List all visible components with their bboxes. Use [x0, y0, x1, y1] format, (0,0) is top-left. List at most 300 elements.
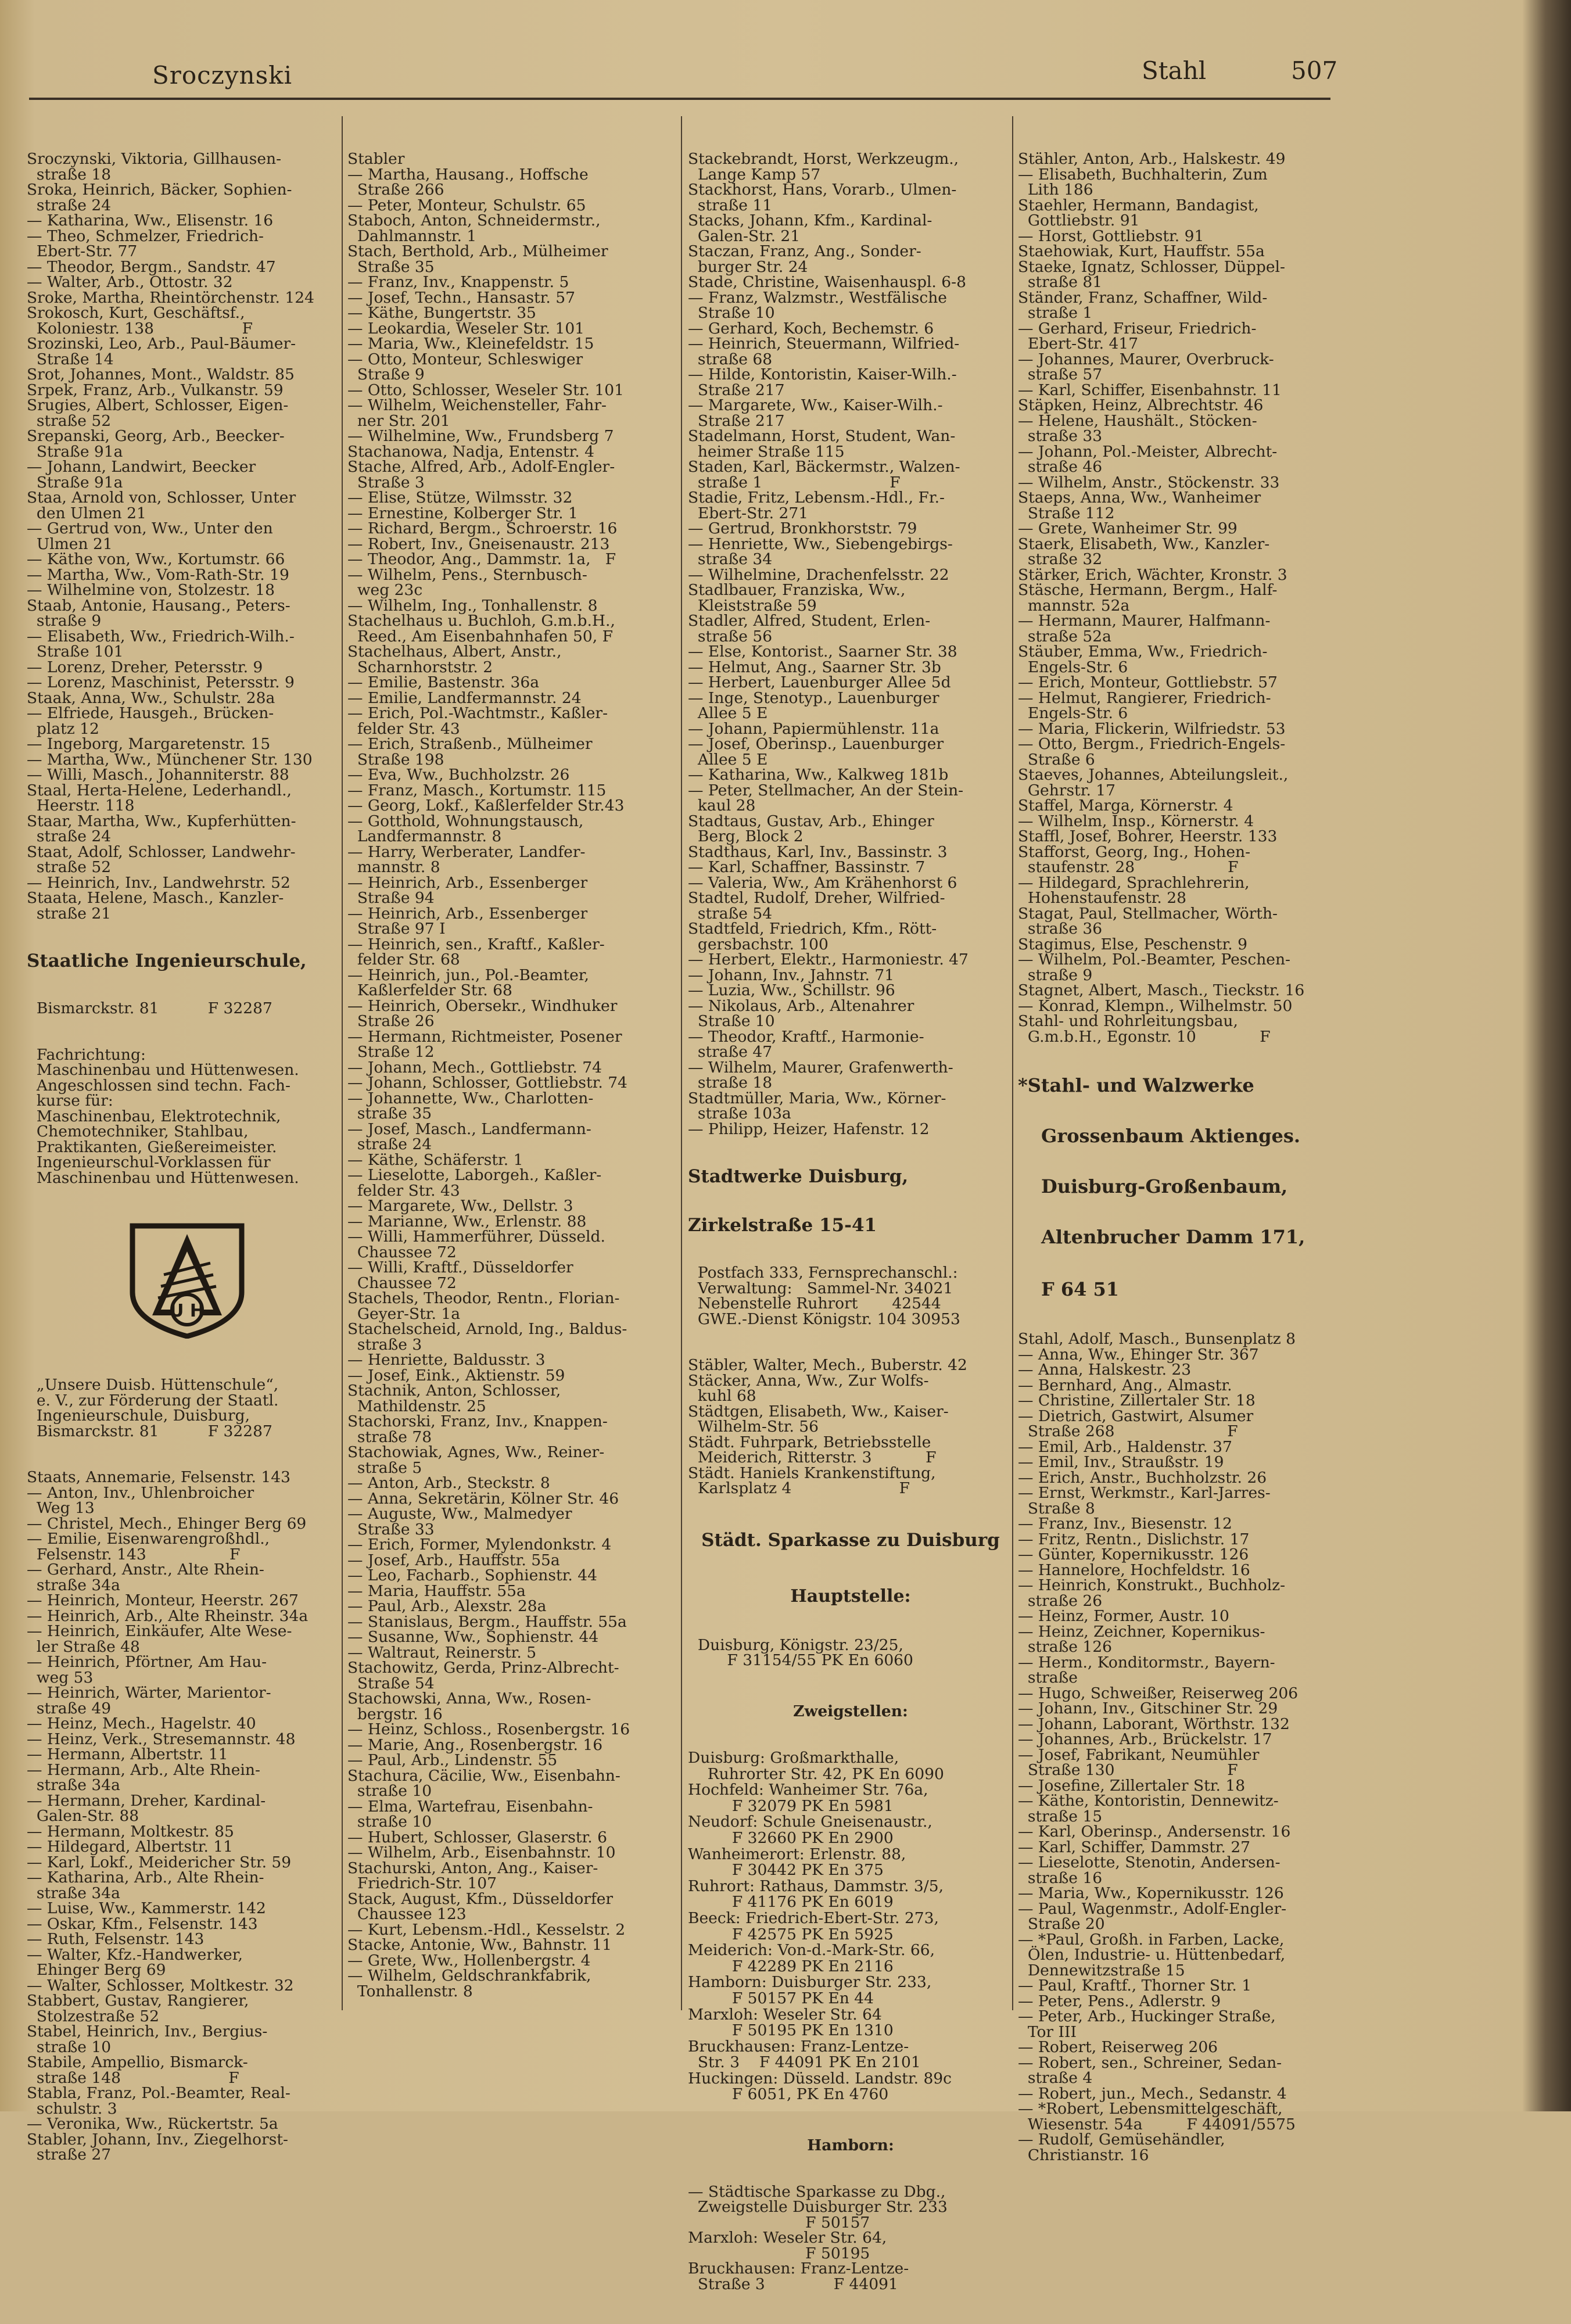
- column-4: [1018, 121, 1343, 2194]
- directory-entry: Stachelhaus u. Buchloh, G.m.b.H., Reed., Am Eisenbahnhafen 50, F: [347, 612, 615, 645]
- directory-entry: — Franz, Masch., Kortumstr. 115: [347, 781, 607, 799]
- directory-entry: Stachnik, Anton, Schlosser, Mathildenstr. 25: [347, 1382, 561, 1415]
- directory-entry: Staerk, Elisabeth, Ww., Kanzler- straße 32: [1018, 535, 1270, 568]
- directory-entry: — Harry, Werberater, Landfer- mannstr. 8: [347, 842, 586, 876]
- directory-entry: — Grete, Ww., Hollenbergstr. 4: [347, 1951, 591, 1970]
- directory-entry: Stackhorst, Hans, Vorarb., Ulmen- straße 11: [688, 181, 957, 214]
- directory-entry: — Lorenz, Maschinist, Petersstr. 9: [27, 673, 295, 691]
- directory-entry: Stadlbauer, Franziska, Ww., Kleiststraße 59: [688, 581, 906, 615]
- directory-entry: — Heinrich, Steuermann, Wilfried- straße 68: [688, 335, 960, 368]
- directory-entry: — Walter, Kfz.-Handwerker, Ehinger Berg 69: [27, 1945, 243, 1979]
- directory-entry: — Dietrich, Gastwirt, Alsumer Straße 268 F: [1018, 1407, 1254, 1440]
- directory-entry: — Wilhelm, Pens., Sternbusch- weg 23c: [347, 565, 587, 599]
- directory-entry: Srepanski, Georg, Arb., Beecker- Straße 91a: [27, 427, 285, 461]
- directory-entry: Ständer, Franz, Schaffner, Wild- straße 1: [1018, 288, 1268, 322]
- directory-entry: — Gerhard, Friseur, Friedrich- Ebert-Str. 417: [1018, 319, 1257, 353]
- directory-entry: — Franz, Inv., Biesenstr. 12: [1018, 1515, 1232, 1533]
- school-address: Bismarckstr. 81 F 32287: [27, 999, 272, 1017]
- directory-entry: — Hildegard, Sprachlehrerin, Hohenstaufenstr. 28: [1018, 873, 1250, 907]
- directory-entry: — Herbert, Lauenburger Allee 5d: [688, 673, 951, 691]
- directory-entry: Srozinski, Leo, Arb., Paul-Bäumer- Straße 14: [27, 335, 296, 368]
- directory-entry: Stachura, Cäcilie, Ww., Eisenbahn- straße 10: [347, 1766, 620, 1800]
- directory-entry: Stagnet, Albert, Masch., Tieckstr. 16: [1018, 981, 1305, 999]
- directory-entry: — Johann, Landwirt, Beecker Straße 91a: [27, 458, 256, 492]
- directory-entry: — Christel, Mech., Ehinger Berg 69: [27, 1514, 307, 1533]
- directory-entry: — Johann, Inv., Jahnstr. 71: [688, 966, 895, 984]
- directory-entry: — Konrad, Klempn., Wilhelmstr. 50: [1018, 996, 1293, 1015]
- directory-entry: — Johann, Schlosser, Gottliebstr. 74: [347, 1074, 627, 1092]
- directory-entry: — Eva, Ww., Buchholzstr. 26: [347, 766, 570, 784]
- directory-entry: — Karl, Lokf., Meidericher Str. 59: [27, 1853, 292, 1871]
- directory-entry: Staats, Annemarie, Felsenstr. 143: [27, 1468, 290, 1486]
- sparkasse-main-address: Duisburg, Königstr. 23/25, F 31154/55 PK En 6060: [697, 1636, 913, 1669]
- header-right-keyword: Stahl: [1142, 56, 1207, 85]
- directory-entry: — Karl, Schaffner, Bassinstr. 7: [688, 858, 926, 876]
- directory-entry: Staeps, Anna, Ww., Wanheimer Straße 112: [1018, 489, 1261, 522]
- directory-entry: Stache, Alfred, Arb., Adolf-Engler- Straße 3: [347, 458, 615, 492]
- directory-entry: — Maria, Hauffstr. 55a: [347, 1581, 526, 1600]
- sparkasse-hamborn-heading: Hamborn:: [807, 2136, 894, 2155]
- sparkasse-branches-heading: Zweigstellen:: [793, 1702, 908, 1720]
- directory-entry: — Emilie, Eisenwarengroßhdl., Felsenstr. 143 F: [27, 1530, 270, 1563]
- directory-entry: — Wilhelm, Geldschrankfabrik, Tonhallenstr. 8: [347, 1967, 591, 2000]
- directory-entry: Srugies, Albert, Schlosser, Eigen- straße 52: [27, 396, 289, 430]
- directory-entry: — Hermann, Moltkestr. 85: [27, 1822, 234, 1841]
- directory-entry: — Käthe, Schäferstr. 1: [347, 1150, 523, 1169]
- directory-entry: — Otto, Schlosser, Weseler Str. 101: [347, 381, 625, 399]
- directory-entry: Städtgen, Elisabeth, Ww., Kaiser- Wilhelm-Str. 56: [688, 1402, 949, 1436]
- directory-entry: — Leokardia, Weseler Str. 101: [347, 319, 585, 338]
- directory-entry: — Erich, Straßenb., Mülheimer Straße 198: [347, 735, 593, 769]
- directory-entry: — Peter, Monteur, Schulstr. 65: [347, 196, 586, 214]
- directory-entry: — Peter, Pens., Adlerstr. 9: [1018, 1992, 1221, 2010]
- directory-entry: — Else, Kontorist., Saarner Str. 38: [688, 643, 957, 661]
- directory-entry: — Hermann, Arb., Alte Rhein- straße 34a: [27, 1760, 260, 1794]
- directory-entry: Staa, Arnold von, Schlosser, Unter den Ulmen 21: [27, 489, 296, 522]
- column-3-entries: [688, 152, 1013, 1137]
- directory-entry: — Ingeborg, Margaretenstr. 15: [27, 735, 271, 753]
- directory-entry: Stachowski, Anna, Ww., Rosen- bergstr. 16: [347, 1690, 591, 1723]
- directory-entry: — Susanne, Ww., Sophienstr. 44: [347, 1628, 599, 1646]
- directory-entry: Stadie, Fritz, Lebensm.-Hdl., Fr.- Ebert-Str. 271: [688, 489, 945, 522]
- school-description: Fachrichtung: Maschinenbau und Hüttenwesen. Angeschlossen sind techn. Fach- kurse für: Maschinenbau, Elektrotechnik, Chemotechniker, Stahlbau, Praktikanten, Gießereimeister. Ingenieurschul-Vorklassen für Maschinenbau und Hüttenwesen.: [36, 1045, 299, 1187]
- directory-entry: — Helene, Haushält., Stöcken- straße 33: [1018, 411, 1257, 445]
- directory-entry: — Josef, Masch., Landfermann- straße 24: [347, 1120, 591, 1153]
- directory-entry: — Inge, Stenotyp., Lauenburger Allee 5 E: [688, 688, 939, 722]
- directory-entry: — Erich, Pol.-Wachtmstr., Kaßler- felder Str. 43: [347, 704, 608, 738]
- directory-entry: Stahl- und Rohrleitungsbau, G.m.b.H., Egonstr. 10 F: [1018, 1012, 1271, 1046]
- column-2-entries: [347, 152, 673, 1999]
- directory-entry: — Herm., Konditormstr., Bayern- straße: [1018, 1653, 1275, 1687]
- directory-entry: — Heinz, Former, Austr. 10: [1018, 1607, 1229, 1625]
- walzwerke-line-2: Grossenbaum Aktienges.: [1041, 1125, 1301, 1147]
- directory-entry: Stachelhaus, Albert, Anstr., Scharnhorststr. 2: [347, 643, 562, 676]
- directory-entry: — Peter, Arb., Huckinger Straße, Tor III: [1018, 2007, 1276, 2041]
- directory-entry: Stärker, Erich, Wächter, Kronstr. 3: [1018, 565, 1287, 584]
- directory-entry: — Grete, Wanheimer Str. 99: [1018, 519, 1238, 537]
- directory-entry: — Johann, Laborant, Wörthstr. 132: [1018, 1715, 1290, 1733]
- directory-entry: — Günter, Kopernikusstr. 126: [1018, 1545, 1249, 1563]
- directory-entry: Stahl, Adolf, Masch., Bunsenplatz 8: [1018, 1330, 1296, 1348]
- directory-entry: — Wilhelm, Maurer, Grafenwerth- straße 18: [688, 1058, 953, 1092]
- directory-entry: — Christine, Zillertaler Str. 18: [1018, 1391, 1256, 1410]
- directory-entry: — Gerhard, Koch, Bechemstr. 6: [688, 319, 934, 338]
- page-number: 507: [1291, 56, 1338, 85]
- directory-entry: — Emilie, Landfermannstr. 24: [347, 688, 582, 707]
- directory-entry: — Heinz, Mech., Hagelstr. 40: [27, 1715, 256, 1733]
- directory-entry: — Robert, sen., Schreiner, Sedan- straße 4: [1018, 2053, 1282, 2087]
- directory-entry: — Heinrich, Monteur, Heerstr. 267: [27, 1591, 299, 1609]
- directory-entry: — Valeria, Ww., Am Krähenhorst 6: [688, 873, 957, 892]
- directory-entry: Stadtfeld, Friedrich, Kfm., Rött- gersbachstr. 100: [688, 920, 937, 953]
- directory-entry: Stade, Christine, Waisenhauspl. 6-8: [688, 273, 966, 291]
- directory-entry: Stack, August, Kfm., Düsseldorfer Chaussee 123: [347, 1889, 614, 1923]
- directory-entry: — Theo, Schmelzer, Friedrich- Ebert-Str. 77: [27, 227, 264, 260]
- directory-entry: — Margarete, Ww., Dellstr. 3: [347, 1197, 573, 1215]
- directory-entry: — Erich, Monteur, Gottliebstr. 57: [1018, 673, 1278, 691]
- directory-entry: — Anna, Halskestr. 23: [1018, 1361, 1192, 1379]
- directory-entry: Staeke, Ignatz, Schlosser, Düppel- straße 81: [1018, 257, 1285, 291]
- directory-entry: Sroczynski, Viktoria, Gillhausen- straße 18: [27, 150, 282, 184]
- directory-entry: — Ruth, Felsenstr. 143: [27, 1930, 205, 1948]
- column-divider: [681, 116, 682, 2010]
- directory-entry: Stäuber, Emma, Ww., Friedrich- Engels-Str. 6: [1018, 643, 1268, 676]
- directory-entry: — Veronika, Ww., Rückertstr. 5a: [27, 2115, 278, 2133]
- directory-entry: — Hannelore, Hochfeldstr. 16: [1018, 1561, 1250, 1579]
- directory-entry: — Nikolaus, Arb., Altenahrer Straße 10: [688, 996, 914, 1030]
- header-left-keyword: Sroczynski: [152, 61, 292, 89]
- column-1-entries: [27, 152, 352, 921]
- directory-entry: — Helmut, Ang., Saarner Str. 3b: [688, 658, 941, 676]
- header-rule: [29, 98, 1330, 100]
- directory-entry: Stähler, Anton, Arb., Halskestr. 49: [1018, 150, 1286, 168]
- directory-entry: Stadler, Alfred, Student, Erlen- straße 56: [688, 612, 931, 645]
- directory-entry: — Karl, Schiffer, Dammstr. 27: [1018, 1838, 1251, 1856]
- directory-entry: — Maria, Ww., Kleinefeldstr. 15: [347, 335, 594, 353]
- directory-entry: — *Robert, Lebensmittelgeschäft, Wiesenstr. 54a F 44091/5575: [1018, 2100, 1296, 2133]
- directory-entry: — Josef, Arb., Hauffstr. 55a: [347, 1551, 560, 1569]
- column-1-entries-continued: [27, 1470, 352, 2163]
- directory-entry: Staab, Antonie, Hausang., Peters- straße 9: [27, 596, 290, 630]
- directory-entry: — Marie, Ang., Rosenbergstr. 16: [347, 1735, 603, 1754]
- directory-entry: Staak, Anna, Ww., Schulstr. 28a: [27, 688, 275, 707]
- directory-entry: Staal, Herta-Helene, Lederhandl., Heerstr. 118: [27, 781, 292, 815]
- directory-entry: — Josef, Techn., Hansastr. 57: [347, 288, 575, 307]
- directory-entry: — Rudolf, Gemüsehändler, Christianstr. 16: [1018, 2131, 1225, 2164]
- directory-entry: Staffel, Marga, Körnerstr. 4: [1018, 797, 1233, 815]
- column-2: [347, 121, 673, 2030]
- directory-entry: — Paul, Kraftf., Thorner Str. 1: [1018, 1977, 1252, 1995]
- directory-entry: — Kurt, Lebensm.-Hdl., Kesselstr. 2: [347, 1920, 626, 1939]
- directory-entry: Stachurski, Anton, Ang., Kaiser- Friedrich-Str. 107: [347, 1859, 598, 1892]
- directory-entry: — Heinrich, Konstrukt., Buchholz- straße 26: [1018, 1576, 1286, 1610]
- directory-entry: Staboch, Anton, Schneidermstr., Dahlmannstr. 1: [347, 211, 601, 245]
- directory-entry: Staata, Helene, Masch., Kanzler- straße 21: [27, 889, 284, 923]
- directory-entry: — Anton, Arb., Steckstr. 8: [347, 1474, 550, 1492]
- directory-entry: — Erich, Former, Mylendonkstr. 4: [347, 1536, 612, 1554]
- directory-entry: Stafforst, Georg, Ing., Hohen- staufenstr. 28 F: [1018, 842, 1251, 876]
- directory-entry: Stadtel, Rudolf, Dreher, Wilfried- straße 54: [688, 889, 945, 923]
- directory-entry: — Paul, Arb., Lindenstr. 55: [347, 1751, 558, 1769]
- directory-entry: — Heinrich, sen., Kraftf., Kaßler- felder Str. 68: [347, 935, 605, 969]
- directory-entry: — Wilhelm, Ing., Tonhallenstr. 8: [347, 596, 598, 615]
- directory-entry: Stäpken, Heinz, Albrechtstr. 46: [1018, 396, 1264, 414]
- sparkasse-name: Städt. Sparkasse zu Duisburg: [701, 1529, 1000, 1551]
- directory-entry: — Auguste, Ww., Malmedyer Straße 33: [347, 1505, 572, 1538]
- directory-entry: — Heinrich, Obersekr., Windhuker Straße 26: [347, 996, 618, 1030]
- directory-entry: Srokosch, Kurt, Geschäftsf., Koloniestr. 138 F: [27, 304, 253, 338]
- directory-entry: Stadtaus, Gustav, Arb., Ehinger Berg, Block 2: [688, 812, 934, 845]
- directory-entry: Srpek, Franz, Arb., Vulkanstr. 59: [27, 381, 284, 399]
- directory-entry: — Heinz, Zeichner, Kopernikus- straße 126: [1018, 1622, 1265, 1656]
- walzwerke-line-5: F 64 51: [1041, 1278, 1120, 1300]
- directory-entry: Stachels, Theodor, Rentn., Florian- Geyer-Str. 1a: [347, 1289, 620, 1323]
- directory-entry: — Heinrich, Einkäufer, Alte Wese- ler Straße 48: [27, 1622, 292, 1656]
- directory-entry: — Luzia, Ww., Schillstr. 96: [688, 981, 895, 999]
- directory-entry: — Willi, Masch., Johanniterstr. 88: [27, 766, 289, 784]
- directory-entry: — Johannette, Ww., Charlotten- straße 35: [347, 1089, 594, 1122]
- directory-entry: — *Paul, Großh. in Farben, Lacke, Ölen, Industrie- u. Hüttenbedarf, Dennewitzstraße 15: [1018, 1930, 1286, 1979]
- directory-entry: Stadtmüller, Maria, Ww., Körner- straße 103a: [688, 1089, 946, 1122]
- directory-entry: — Maria, Ww., Kopernikusstr. 126: [1018, 1884, 1284, 1902]
- directory-entry: — Josef, Fabrikant, Neumühler Straße 130 F: [1018, 1745, 1260, 1779]
- directory-entry: — Hermann, Dreher, Kardinal- Galen-Str. 88: [27, 1791, 266, 1825]
- directory-entry: — Wilhelm, Weichensteller, Fahr- ner Str. 201: [347, 396, 607, 430]
- directory-entry: — Wilhelm, Anstr., Stöckenstr. 33: [1018, 473, 1280, 492]
- directory-entry: — Emil, Arb., Haldenstr. 37: [1018, 1437, 1232, 1456]
- school-logo-area: [27, 1217, 352, 1347]
- directory-entry: — Hermann, Maurer, Halfmann- straße 52a: [1018, 612, 1271, 645]
- directory-entry: — Willi, Hammerführer, Düsseld. Chaussee 72: [347, 1228, 605, 1261]
- directory-entry: Stabler, Johann, Inv., Ziegelhorst- straße 27: [27, 2130, 288, 2164]
- directory-entry: — Robert, Reiserweg 206: [1018, 2038, 1218, 2056]
- walzwerke-line-1: *Stahl- und Walzwerke: [1018, 1074, 1254, 1096]
- directory-entry: — Ernst, Werkmstr., Karl-Jarres- Straße 8: [1018, 1484, 1271, 1518]
- directory-entry: Stabler: [347, 150, 405, 168]
- directory-entry: — Marianne, Ww., Erlenstr. 88: [347, 1212, 587, 1231]
- directory-entry: — Wilhelmine, Ww., Frundsberg 7: [347, 427, 614, 445]
- directory-entry: — Otto, Monteur, Schleswiger Straße 9: [347, 350, 583, 383]
- directory-entry: Staat, Adolf, Schlosser, Landwehr- straße 52: [27, 842, 296, 876]
- directory-entry: — Herbert, Elektr., Harmoniestr. 47: [688, 951, 969, 969]
- directory-entry: Stäsche, Hermann, Bergm., Half- mannstr. 52a: [1018, 581, 1278, 615]
- directory-entry: — Wilhelm, Insp., Körnerstr. 4: [1018, 812, 1254, 830]
- directory-entry: — Martha, Hausang., Hoffsche Straße 266: [347, 165, 589, 199]
- directory-entry: Stäbler, Walter, Mech., Buberstr. 42: [688, 1356, 967, 1374]
- directory-entry: Stacke, Antonie, Ww., Bahnstr. 11: [347, 1936, 612, 1954]
- directory-entry: — Elisabeth, Buchhalterin, Zum Lith 186: [1018, 165, 1268, 199]
- directory-entry: — Stanislaus, Bergm., Hauffstr. 55a: [347, 1612, 627, 1631]
- directory-entry: — Heinrich, Inv., Landwehrstr. 52: [27, 873, 290, 892]
- directory-entry: — Johannes, Maurer, Overbruck- straße 57: [1018, 350, 1274, 383]
- directory-entry: — Richard, Bergm., Schroerstr. 16: [347, 519, 618, 537]
- directory-entry: — Heinrich, Arb., Essenberger Straße 94: [347, 873, 588, 907]
- directory-entry: Stackebrandt, Horst, Werkzeugm., Lange Kamp 57: [688, 150, 959, 184]
- directory-entry: — Elise, Stütze, Wilmsstr. 32: [347, 489, 573, 507]
- stadtwerke-phones: Postfach 333, Fernsprechanschl.: Verwaltung: Sammel-Nr. 34021 Nebenstelle Ruhrort 42544 GWE.-Dienst Königstr. 104 30953: [697, 1264, 960, 1328]
- directory-entry: — Philipp, Heizer, Hafenstr. 12: [688, 1120, 930, 1138]
- directory-entry: — Lorenz, Dreher, Petersstr. 9: [27, 658, 263, 676]
- directory-entry: — Johann, Inv., Gitschiner Str. 29: [1018, 1699, 1278, 1717]
- directory-entry: — Heinrich, Pförtner, Am Hau- weg 53: [27, 1653, 267, 1687]
- directory-entry: — Paul, Arb., Alexstr. 28a: [347, 1597, 547, 1615]
- directory-entry: — Anna, Ww., Ehinger Str. 367: [1018, 1345, 1259, 1364]
- directory-entry: Stachowitz, Gerda, Prinz-Albrecht- Straße 54: [347, 1659, 619, 1692]
- directory-entry: Staczan, Franz, Ang., Sonder- burger Str. 24: [688, 242, 921, 276]
- column-3-entries-mid: [688, 1358, 1013, 1497]
- directory-entry: — Willi, Kraftf., Düsseldorfer Chaussee 72: [347, 1258, 573, 1292]
- directory-entry: — Elisabeth, Ww., Friedrich-Wilh.- Straße 101: [27, 627, 295, 661]
- directory-entry: Staehler, Hermann, Bandagist, Gottliebstr. 91: [1018, 196, 1259, 229]
- directory-entry: — Johannes, Arb., Brückelstr. 17: [1018, 1730, 1272, 1748]
- walzwerke-line-3: Duisburg-Großenbaum,: [1041, 1175, 1288, 1197]
- directory-entry: Staar, Martha, Ww., Kupferhütten- straße 24: [27, 812, 296, 845]
- directory-entry: — Johann, Papiermühlenstr. 11a: [688, 719, 939, 738]
- directory-entry: Stagat, Paul, Stellmacher, Wörth- straße 36: [1018, 904, 1278, 938]
- directory-entry: — Johann, Mech., Gottliebstr. 74: [347, 1058, 602, 1077]
- directory-entry: Staehowiak, Kurt, Hauffstr. 55a: [1018, 242, 1265, 260]
- directory-entry: Stacks, Johann, Kfm., Kardinal- Galen-Str. 21: [688, 211, 932, 245]
- directory-entry: — Franz, Walzmstr., Westfälische Straße 10: [688, 288, 947, 322]
- directory-entry: — Oskar, Kfm., Felsenstr. 143: [27, 1914, 258, 1933]
- directory-entry: — Käthe, Kontoristin, Dennewitz- straße 15: [1018, 1792, 1279, 1826]
- directory-entry: — Luise, Ww., Kammerstr. 142: [27, 1899, 266, 1917]
- directory-entry: Staden, Karl, Bäckermstr., Walzen- straße 1 F: [688, 458, 960, 492]
- directory-entry: — Fritz, Rentn., Dislichstr. 17: [1018, 1530, 1250, 1548]
- directory-entry: Stabla, Franz, Pol.-Beamter, Real- schulstr. 3: [27, 2084, 290, 2118]
- directory-entry: — Josefine, Zillertaler Str. 18: [1018, 1776, 1246, 1795]
- directory-entry: — Ernestine, Kolberger Str. 1: [347, 504, 578, 522]
- directory-entry: — Anna, Sekretärin, Kölner Str. 46: [347, 1489, 619, 1508]
- stadtwerke-name: Stadtwerke Duisburg,: [688, 1166, 909, 1187]
- directory-entry: — Henriette, Baldusstr. 3: [347, 1351, 546, 1369]
- directory-entry: Sroke, Martha, Rheintörchenstr. 124: [27, 288, 314, 307]
- directory-entry: — Lieselotte, Laborgeh., Kaßler- felder Str. 43: [347, 1166, 602, 1200]
- directory-entry: Stachelscheid, Arnold, Ing., Baldus- straße 3: [347, 1320, 627, 1354]
- directory-entry: — Katharina, Ww., Kalkweg 181b: [688, 766, 949, 784]
- directory-entry: — Theodor, Bergm., Sandstr. 47: [27, 257, 276, 276]
- directory-entry: — Robert, jun., Mech., Sedanstr. 4: [1018, 2084, 1287, 2103]
- directory-entry: — Lieselotte, Stenotin, Andersen- straße 16: [1018, 1853, 1281, 1887]
- directory-entry: Sroka, Heinrich, Bäcker, Sophien- straße 24: [27, 181, 292, 214]
- school-association-note: „Unsere Duisb. Hüttenschule“, e. V., zur Förderung der Staatl. Ingenieurschule, Duisburg, Bismarckstr. 81 F 32287: [36, 1376, 279, 1440]
- directory-entry: — Johann, Pol.-Meister, Albrecht- straße 46: [1018, 442, 1278, 476]
- column-3: [688, 121, 1013, 2323]
- directory-entry: — Georg, Lokf., Kaßlerfelder Str.43: [347, 797, 625, 815]
- directory-entry: — Hildegard, Albertstr. 11: [27, 1838, 234, 1856]
- sparkasse-hamborn-branches: — Städtische Sparkasse zu Dbg., Zweigstelle Duisburger Str. 233 F 50157 Marxloh: Weseler Str. 64, F 50195 Bruckhausen: Franz-Lentze- Straße 3 F 44091: [688, 2182, 948, 2293]
- sparkasse-main-heading: Hauptstelle:: [790, 1586, 911, 1606]
- directory-entry: — Gotthold, Wohnungstausch, Landfermannstr. 8: [347, 812, 584, 845]
- directory-entry: Stachanowa, Nadja, Entenstr. 4: [347, 442, 594, 461]
- directory-entry: Stagimus, Else, Peschenstr. 9: [1018, 935, 1247, 953]
- directory-entry: Stabbert, Gustav, Rangierer, Stolzestraße 52: [27, 1992, 249, 2025]
- directory-entry: — Hermann, Albertstr. 11: [27, 1745, 228, 1763]
- directory-entry: — Karl, Schiffer, Eisenbahnstr. 11: [1018, 381, 1282, 399]
- directory-entry: — Katharina, Ww., Elisenstr. 16: [27, 211, 274, 229]
- directory-entry: — Bernhard, Ang., Almastr.: [1018, 1376, 1232, 1394]
- directory-entry: — Hubert, Schlosser, Glaserstr. 6: [347, 1828, 607, 1846]
- directory-entry: — Robert, Inv., Gneisenaustr. 213: [347, 535, 610, 553]
- directory-entry: — Josef, Oberinsp., Lauenburger Allee 5 E: [688, 735, 944, 769]
- directory-entry: Stachowiak, Agnes, Ww., Reiner- straße 5: [347, 1443, 605, 1477]
- directory-entry: — Martha, Ww., Münchener Str. 130: [27, 750, 313, 769]
- directory-entry: — Gertrud, Bronkhorststr. 79: [688, 519, 917, 537]
- directory-entry: — Gerhard, Anstr., Alte Rhein- straße 34a: [27, 1561, 264, 1594]
- directory-entry: — Margarete, Ww., Kaiser-Wilh.- Straße 217: [688, 396, 943, 430]
- directory-entry: — Heinrich, Wärter, Marientor- straße 49: [27, 1684, 271, 1717]
- directory-entry: — Wilhelmine von, Stolzestr. 18: [27, 581, 275, 599]
- directory-entry: — Theodor, Kraftf., Harmonie- straße 47: [688, 1027, 924, 1061]
- directory-entry: Stachorski, Franz, Inv., Knappen- straße 78: [347, 1412, 608, 1446]
- directory-entry: — Emil, Inv., Straußstr. 19: [1018, 1453, 1224, 1471]
- directory-entry: — Elfriede, Hausgeh., Brücken- platz 12: [27, 704, 274, 738]
- directory-entry: — Hilde, Kontoristin, Kaiser-Wilh.- Straße 217: [688, 365, 957, 399]
- directory-entry: — Wilhelm, Pol.-Beamter, Peschen- straße 9: [1018, 951, 1290, 984]
- school-logo-text: U H: [170, 1301, 205, 1321]
- directory-entry: — Käthe, Bungertstr. 35: [347, 304, 536, 322]
- directory-entry: — Hugo, Schweißer, Reiserweg 206: [1018, 1684, 1299, 1702]
- stadtwerke-street: Zirkelstraße 15-41: [688, 1215, 877, 1236]
- directory-entry: — Emilie, Bastenstr. 36a: [347, 673, 539, 691]
- directory-entry: — Heinrich, jun., Pol.-Beamter, Kaßlerfelder Str. 68: [347, 966, 589, 999]
- directory-entry: Stach, Berthold, Arb., Mülheimer Straße 35: [347, 242, 608, 276]
- school-name: Staatliche Ingenieurschule,: [27, 951, 307, 971]
- directory-entry: — Gertrud von, Ww., Unter den Ulmen 21: [27, 519, 273, 553]
- directory-entry: — Maria, Flickerin, Wilfriedstr. 53: [1018, 719, 1286, 738]
- directory-entry: — Katharina, Arb., Alte Rhein- straße 34a: [27, 1868, 264, 1902]
- directory-entry: — Horst, Gottliebstr. 91: [1018, 227, 1204, 245]
- directory-entry: Städt. Fuhrpark, Betriebsstelle Meiderich, Ritterstr. 3 F: [688, 1433, 937, 1466]
- directory-entry: Stabel, Heinrich, Inv., Bergius- straße 10: [27, 2022, 268, 2056]
- directory-entry: — Hermann, Richtmeister, Posener Straße 12: [347, 1027, 622, 1061]
- directory-entry: — Martha, Ww., Vom-Rath-Str. 19: [27, 565, 289, 584]
- directory-entry: Stadthaus, Karl, Inv., Bassinstr. 3: [688, 842, 948, 861]
- directory-entry: — Theodor, Ang., Dammstr. 1a, F: [347, 550, 616, 568]
- directory-entry: — Henriette, Ww., Siebengebirgs- straße 34: [688, 535, 953, 568]
- walzwerke-line-4: Altenbrucher Damm 171,: [1041, 1226, 1305, 1248]
- school-logo-icon: [129, 1222, 245, 1339]
- directory-entry: Staffl, Josef, Bohrer, Heerstr. 133: [1018, 827, 1278, 845]
- column-4-entries: [1018, 152, 1343, 1045]
- directory-entry: — Franz, Inv., Knappenstr. 5: [347, 273, 569, 291]
- directory-entry: — Anton, Inv., Uhlenbroicher Weg 13: [27, 1483, 254, 1517]
- directory-entry: — Helmut, Rangierer, Friedrich- Engels-Str. 6: [1018, 688, 1271, 722]
- directory-entry: — Walter, Schlosser, Moltkestr. 32: [27, 1976, 294, 1995]
- directory-entry: — Walter, Arb., Ottostr. 32: [27, 273, 233, 291]
- directory-entry: — Wilhelmine, Drachenfelsstr. 22: [688, 565, 949, 584]
- directory-entry: — Peter, Stellmacher, An der Stein- kaul 28: [688, 781, 964, 815]
- directory-entry: Städt. Haniels Krankenstiftung, Karlsplatz 4 F: [688, 1464, 936, 1497]
- column-1: [27, 121, 352, 2194]
- directory-entry: — Heinrich, Arb., Alte Rheinstr. 34a: [27, 1606, 309, 1625]
- directory-entry: Stabile, Ampellio, Bismarck- straße 148 F: [27, 2053, 248, 2087]
- directory-entry: — Heinz, Schloss., Rosenbergstr. 16: [347, 1720, 630, 1738]
- directory-entry: — Josef, Eink., Aktienstr. 59: [347, 1366, 565, 1385]
- directory-entry: — Käthe von, Ww., Kortumstr. 66: [27, 550, 285, 568]
- directory-entry: — Otto, Bergm., Friedrich-Engels- Straße 6: [1018, 735, 1286, 769]
- directory-entry: Staeves, Johannes, Abteilungsleit., Gehrstr. 17: [1018, 766, 1289, 799]
- directory-entry: Stadelmann, Horst, Student, Wan- heimer Straße 115: [688, 427, 956, 461]
- directory-entry: — Waltraut, Reinerstr. 5: [347, 1643, 537, 1662]
- directory-entry: — Heinrich, Arb., Essenberger Straße 97 I: [347, 904, 588, 938]
- column-4-entries-continued: [1018, 1332, 1343, 2163]
- directory-entry: — Erich, Anstr., Buchholzstr. 26: [1018, 1468, 1267, 1487]
- directory-entry: — Paul, Wagenmstr., Adolf-Engler- Straße 20: [1018, 1899, 1287, 1933]
- directory-entry: Stäcker, Anna, Ww., Zur Wolfs- kuhl 68: [688, 1371, 929, 1405]
- directory-entry: Srot, Johannes, Mont., Waldstr. 85: [27, 365, 295, 383]
- sparkasse-branches: Duisburg: Großmarkthalle, Ruhrorter Str. 42, PK En 6090 Hochfeld: Wanheimer Str. 76a, F 32079 PK En 5981 Neudorf: Schule Gneisenaustr., F 32660 PK En 2900 Wanheimerort: Erlenstr. 88, F 30442 PK En 375 Ruhrort: Rathaus, Dammstr. 3/5, F 41176 PK En 6019 Beeck: Friedrich-Ebert-Str. 273, F 42575 PK En 5925 Meiderich: Von-d.-Mark-Str. 66, F 42289 PK En 2116 Hamborn: Duisburger Str. 233, F 50157 PK En 44 Marxloh: Weseler Str. 64 F 50195 PK En 1310 Bruckhausen: Franz-Lentze- Str. 3 F 44091 PK En 2101 Huckingen: Düsseld. Landstr. 89c F 6051, PK En 4760: [688, 1749, 952, 2104]
